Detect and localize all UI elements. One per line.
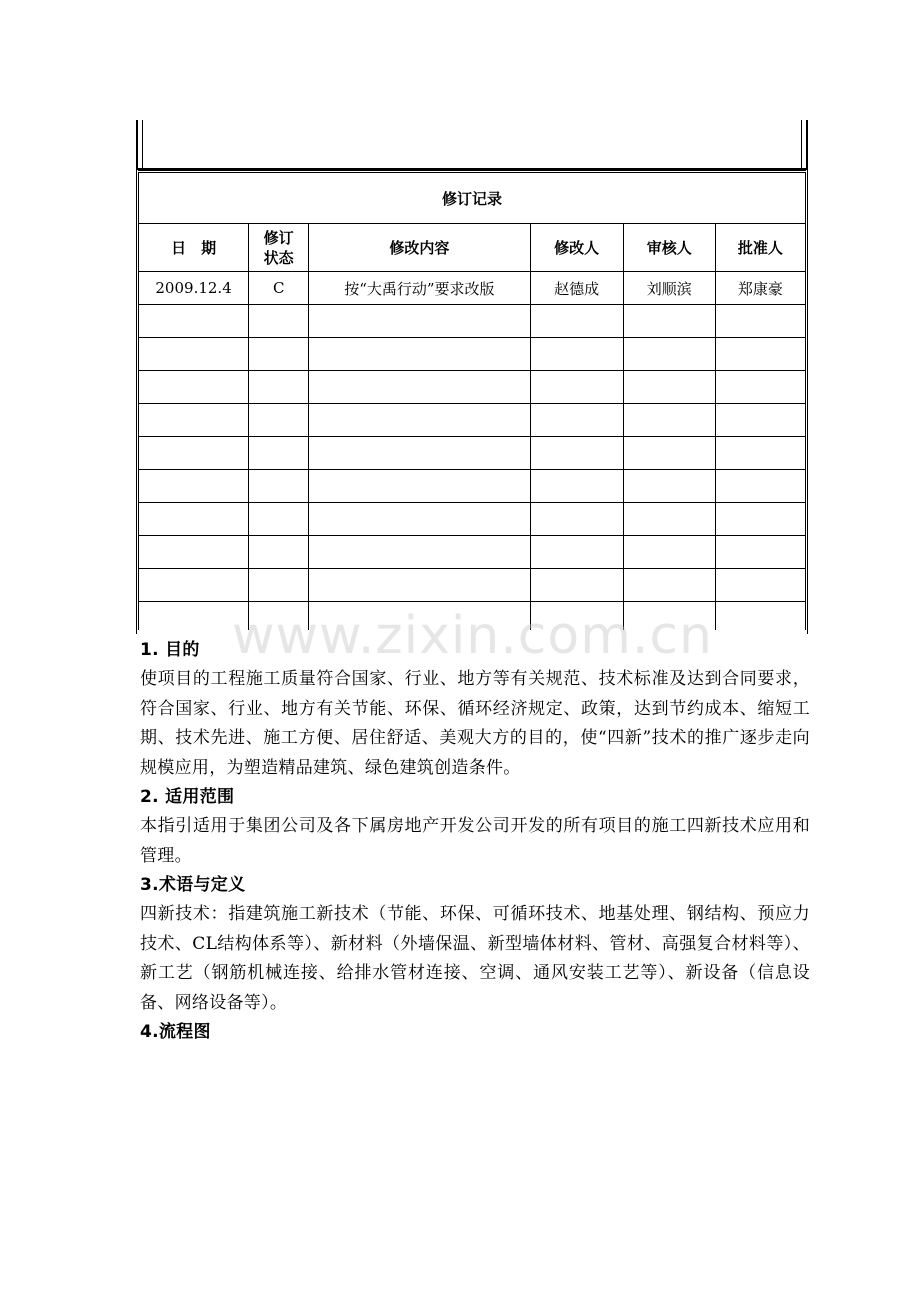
table-row-empty (139, 371, 806, 404)
table-row-empty (139, 338, 806, 371)
table-row-empty (139, 437, 806, 470)
table-outer-left-border (136, 170, 137, 634)
header-reviewer: 审核人 (623, 224, 715, 272)
watermark: www.zixin.com.cn (232, 606, 713, 666)
document-body (140, 636, 810, 1047)
revision-table-title: 修订记录 (139, 172, 806, 224)
section-body-purpose: 使项目的工程施工质量符合国家、行业、地方等有关规范、技术标准及达到合同要求，符合国家、行业、地方有关节能、环保、循环经济规定、政策，达到节约成本、缩短工期、技术先进、施工方便、居住舒适、美观大方的目的，使“四新”技术的推广逐步走向规模应用，为塑造精品建筑、绿色建筑创造条件。 (140, 669, 810, 778)
header-status (249, 224, 309, 272)
header-modifier: 修改人 (530, 224, 623, 272)
section-body-scope: 本指引适用于集团公司及各下属房地产开发公司开发的所有项目的施工四新技术应用和管理。 (140, 816, 810, 866)
divider (801, 120, 802, 168)
section-heading-flowchart: 4.流程图 (140, 1022, 211, 1042)
header-status-line2: 状态 (263, 248, 294, 267)
header-content: 修改内容 (309, 224, 530, 272)
section-heading-scope: 2. 适用范围 (140, 787, 235, 807)
table-row (139, 272, 806, 305)
cell-content: 按“大禹行动”要求改版 (309, 272, 530, 305)
table-row-empty (139, 305, 806, 338)
cell-approver: 郑康豪 (715, 272, 805, 305)
section-heading-definitions: 3.术语与定义 (140, 875, 246, 895)
table-header-row (139, 224, 806, 272)
header-date: 日 期 (139, 224, 249, 272)
previous-table-bottom (136, 120, 808, 170)
cell-modifier: 赵德成 (530, 272, 623, 305)
section-body-definitions: 四新技术：指建筑施工新技术（节能、环保、可循环技术、地基处理、钢结构、预应力技术、CL结构体系等）、新材料（外墙保温、新型墙体材料、管材、高强复合材料等）、新工艺（钢筋机械连接、给排水管材连接、空调、通风安装工艺等）、新设备（信息设备、网络设备等）。 (140, 904, 810, 1013)
cell-status: C (249, 272, 309, 305)
table-row-empty (139, 503, 806, 536)
divider (142, 120, 143, 168)
section-heading-purpose: 1. 目的 (140, 640, 200, 660)
table-outer-right-border (807, 170, 808, 634)
cell-date: 2009.12.4 (139, 272, 249, 305)
header-status-line1: 修订 (263, 228, 294, 247)
cell-reviewer: 刘顺滨 (623, 272, 715, 305)
table-row-empty (139, 470, 806, 503)
table-row-empty (139, 536, 806, 569)
revision-table (138, 170, 806, 630)
revision-frame (136, 120, 808, 634)
table-row-empty (139, 404, 806, 437)
table-row-empty (139, 569, 806, 602)
header-approver: 批准人 (715, 224, 805, 272)
table-row-empty (139, 602, 806, 631)
